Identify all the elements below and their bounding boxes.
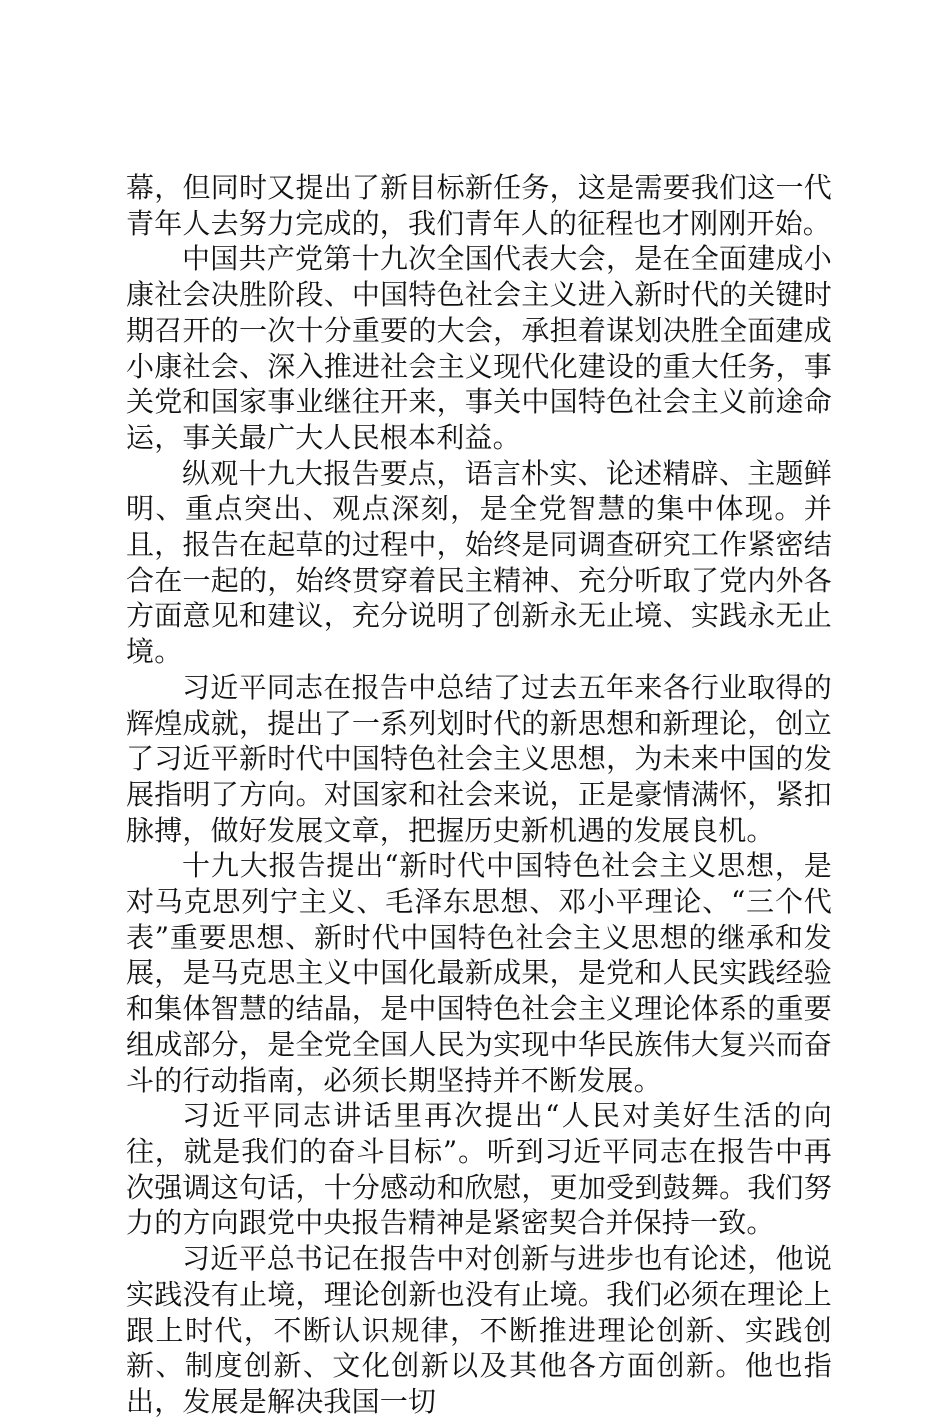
paragraph: 习近平同志讲话里再次提出“人民对美好生活的向往，就是我们的奋斗目标”。听到习近平同志在报告中再次强调这句话，十分感动和欣慰，更加受到鼓舞。我们努力的方向跟党中央报告精神是紧密契合并保持一致。 <box>126 1099 832 1240</box>
paragraph: 中国共产党第十九次全国代表大会，是在全面建成小康社会决胜阶段、中国特色社会主义进入新时代的关键时期召开的一次十分重要的大会，承担着谋划决胜全面建成小康社会、深入推进社会主义现代化建设的重大任务，事关党和国家事业继往开来，事关中国特色社会主义前途命运，事关最广大人民根本利益。 <box>126 242 832 454</box>
paragraph: 习近平总书记在报告中对创新与进步也有论述，他说实践没有止境，理论创新也没有止境。我们必须在理论上跟上时代，不断认识规律，不断推进理论创新、实践创新、制度创新、文化创新以及其他各方面创新。他也指出，发展是解决我国一切 <box>126 1242 832 1418</box>
paragraph: 习近平同志在报告中总结了过去五年来各行业取得的辉煌成就，提出了一系列划时代的新思想和新理论，创立了习近平新时代中国特色社会主义思想，为未来中国的发展指明了方向。对国家和社会来说，正是豪情满怀，紧扣脉搏，做好发展文章，把握历史新机遇的发展良机。 <box>126 670 832 847</box>
document-body <box>126 170 832 1420</box>
paragraph: 纵观十九大报告要点，语言朴实、论述精辟、主题鲜明、重点突出、观点深刻，是全党智慧的集中体现。并且，报告在起草的过程中，始终是同调查研究工作紧密结合在一起的，始终贯穿着民主精神、充分听取了党内外各方面意见和建议，充分说明了创新永无止境、实践永无止境。 <box>126 456 832 669</box>
paragraph-continued: 幕，但同时又提出了新目标新任务，这是需要我们这一代青年人去努力完成的，我们青年人的征程也才刚刚开始。 <box>126 171 832 240</box>
paragraph: 十九大报告提出“新时代中国特色社会主义思想，是对马克思列宁主义、毛泽东思想、邓小平理论、“三个代表”重要思想、新时代中国特色社会主义思想的继承和发展，是马克思主义中国化最新成果，是党和人民实践经验和集体智慧的结晶，是中国特色社会主义理论体系的重要组成部分，是全党全国人民为实现中华民族伟大复兴而奋斗的行动指南，必须长期坚持并不断发展。 <box>126 849 832 1097</box>
